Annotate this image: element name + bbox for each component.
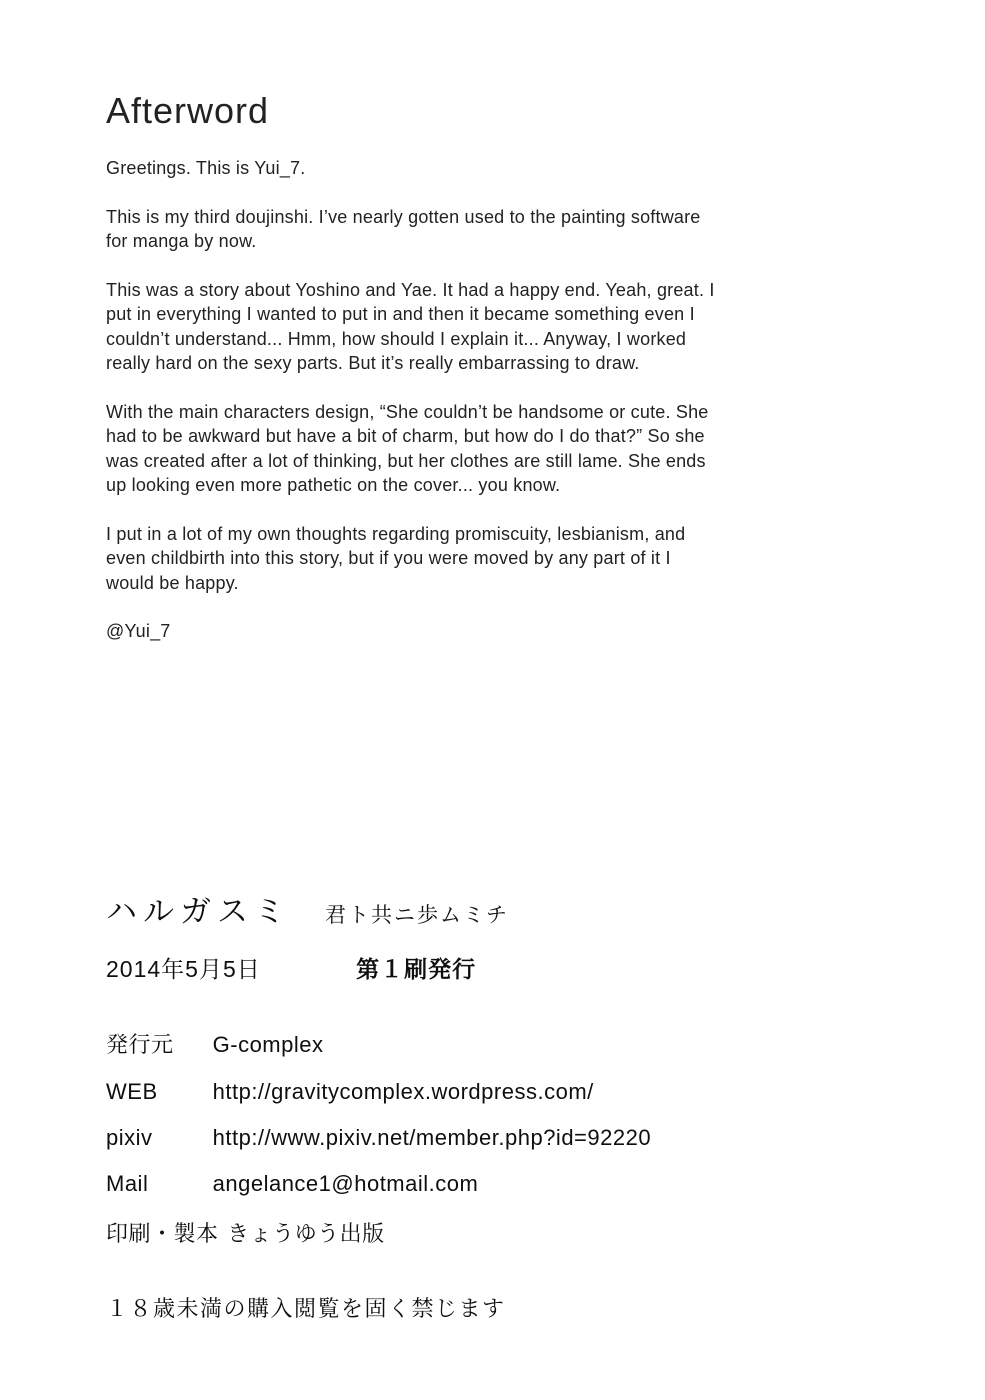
colophon-row-pixiv [106,1125,866,1151]
colophon-section [106,886,866,1323]
colophon-label: 印刷・製本 [106,1221,219,1246]
colophon-label: pixiv [106,1125,153,1150]
colophon-label: Mail [106,1171,149,1196]
mail-address-text: angelance1@hotmail.com [212,1171,479,1196]
publication-date-row [106,951,866,984]
colophon-row-printing [106,1217,866,1248]
author-signature: @Yui_7 [106,621,171,641]
book-title: ハルガスミ [106,894,291,929]
afterword-paragraph: This is my third doujinshi. I’ve nearly gotten used to the painting software for manga by now. [106,206,701,251]
print-edition: 第１刷発行 [356,956,477,982]
colophon-row-web [106,1079,866,1105]
age-restriction-notice: １８歳未満の購入閲覧を固く禁じます [106,1296,506,1321]
book-subtitle: 君ト共ニ歩ムミチ [325,904,509,927]
web-url-text: http://gravitycomplex.wordpress.com/ [212,1079,594,1104]
colophon-label: 発行元 [106,1032,174,1057]
publish-date: 2014年5月5日 [106,956,261,982]
afterword-section [106,90,720,668]
afterword-paragraph: With the main characters design, “She couldn’t be handsome or cute. She had to be awkward but have a bit of charm, but how do I do that?” So she was created after a lot of thinking, but her clothes are still lame. She ends up looking even more pathetic on the cover... you know. [106,401,709,495]
book-title-row [106,886,866,931]
publisher-info-list [106,1028,866,1248]
colophon-row-mail [106,1171,866,1197]
afterword-paragraph: I put in a lot of my own thoughts regarding promiscuity, lesbianism, and even childbirth into this story, but if you were moved by any part of it I would be happy. [106,523,686,593]
afterword-paragraph: This was a story about Yoshino and Yae. It had a happy end. Yeah, great. I put in everything I wanted to put in and then it became something even I couldn’t understand... Hmm, how should I explain it... Anyway, I worked really hard on the sexy parts. But it’s really embarrassing to draw. [106,279,715,373]
colophon-row-publisher [106,1028,866,1059]
afterword-title: Afterword [106,90,270,131]
afterword-paragraph: Greetings. This is Yui_7. [106,158,306,178]
printing-company: きょうゆう出版 [227,1221,385,1246]
publisher-name: G-complex [212,1032,324,1057]
pixiv-url-text: http://www.pixiv.net/member.php?id=92220 [212,1125,652,1150]
colophon-label: WEB [106,1079,158,1104]
